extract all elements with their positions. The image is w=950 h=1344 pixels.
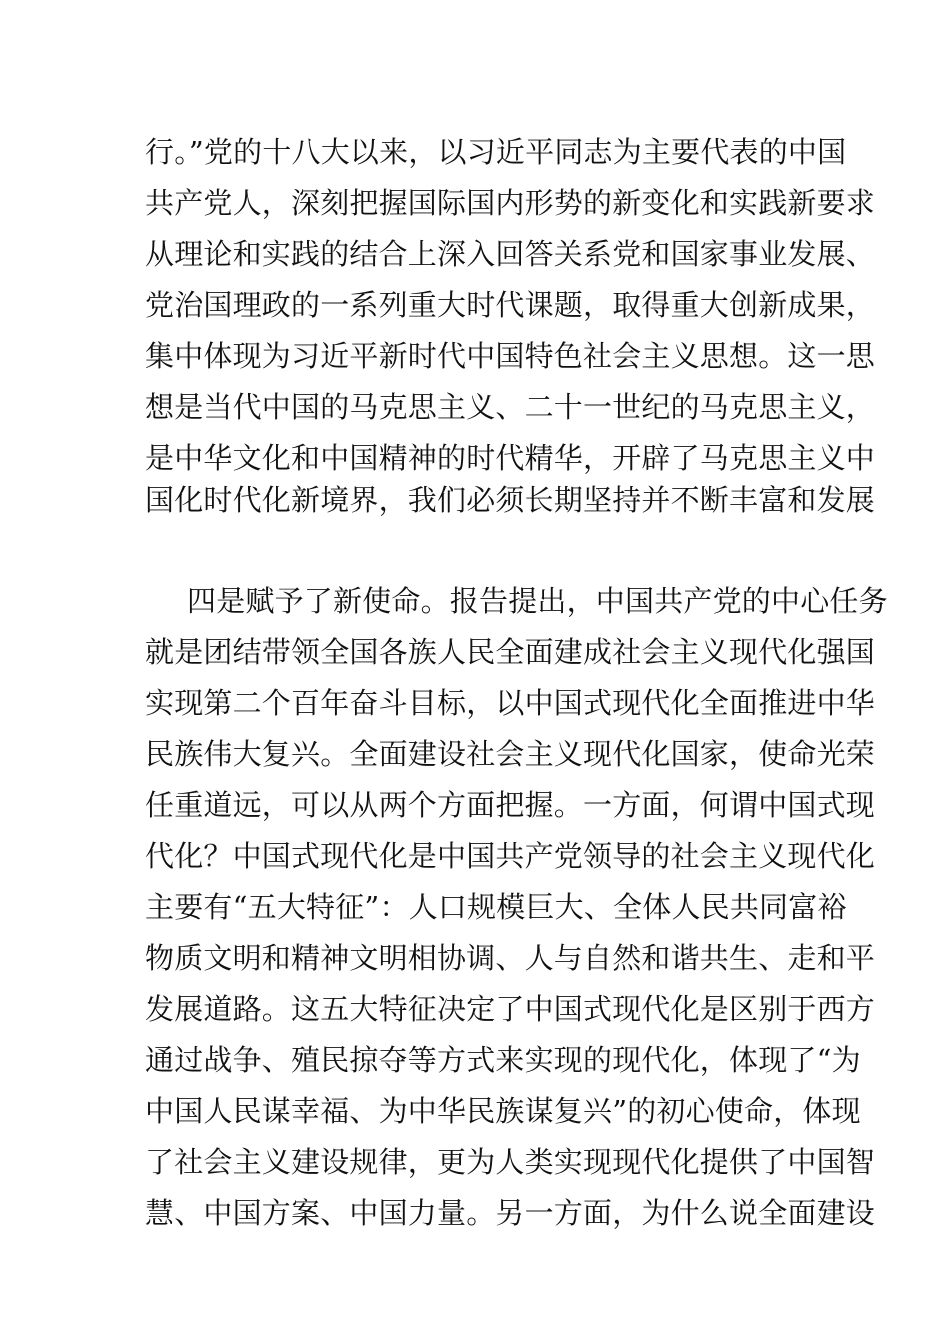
paragraph-2-line-5: 任重道远，可以从两个方面把握。一方面，何谓中国式现: [145, 788, 876, 822]
paragraph-1-line-4: 党治国理政的一系列重大时代课题，取得重大创新成果，: [145, 288, 876, 322]
paragraph-1-line-6: 想是当代中国的马克思主义、二十一世纪的马克思主义，: [145, 390, 876, 424]
paragraph-1-line-2: 共产党人，深刻把握国际国内形势的新变化和实践新要求: [145, 186, 876, 220]
paragraph-2-line-11: 中国人民谋幸福、为中华民族谋复兴”的初心使命，体现: [145, 1094, 861, 1128]
paragraph-2-line-4: 民族伟大复兴。全面建设社会主义现代化国家，使命光荣: [145, 737, 876, 771]
paragraph-1-line-5: 集中体现为习近平新时代中国特色社会主义思想。这一思: [145, 339, 876, 373]
paragraph-2-line-12: 了社会主义建设规律，更为人类实现现代化提供了中国智: [145, 1145, 876, 1179]
paragraph-2-line-3: 实现第二个百年奋斗目标，以中国式现代化全面推进中华: [145, 686, 876, 720]
paragraph-2-line-2: 就是团结带领全国各族人民全面建成社会主义现代化强国: [145, 635, 876, 669]
paragraph-2-line-9: 发展道路。这五大特征决定了中国式现代化是区别于西方: [145, 992, 876, 1026]
paragraph-1-line-7: 是中华文化和中国精神的时代精华，开辟了马克思主义中: [145, 441, 876, 475]
paragraph-2-line-13: 慧、中国方案、中国力量。另一方面，为什么说全面建设: [145, 1196, 876, 1230]
paragraph-2-line-6: 代化？中国式现代化是中国共产党领导的社会主义现代化: [145, 839, 876, 873]
paragraph-1-line-8: 国化时代化新境界，我们必须长期坚持并不断丰富和发展: [145, 483, 876, 517]
paragraph-1-line-1: 行。”党的十八大以来，以习近平同志为主要代表的中国: [145, 135, 847, 169]
paragraph-2-line-10: 通过战争、殖民掠夺等方式来实现的现代化，体现了“为: [145, 1043, 861, 1077]
paragraph-2-line-8: 物质文明和精神文明相协调、人与自然和谐共生、走和平: [145, 941, 876, 975]
paragraph-2-line-7: 主要有“五大特征”：人口规模巨大、全体人民共同富裕: [145, 890, 847, 924]
paragraph-2-line-1: 四是赋予了新使命。报告提出，中国共产党的中心任务: [187, 584, 888, 618]
paragraph-1-line-3: 从理论和实践的结合上深入回答关系党和国家事业发展、: [145, 237, 876, 271]
